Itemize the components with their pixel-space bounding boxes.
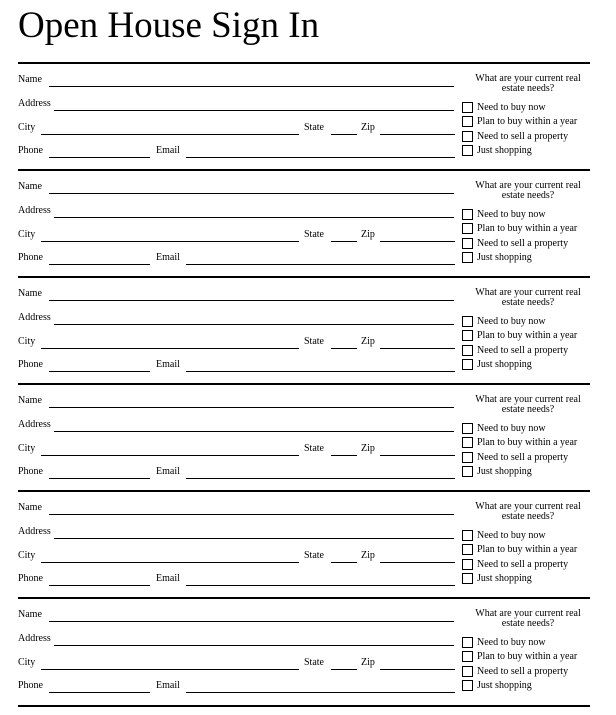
option-sell-property[interactable] bbox=[462, 130, 568, 143]
name-field[interactable] bbox=[49, 407, 454, 408]
zip-field[interactable] bbox=[380, 562, 455, 563]
option-label: Plan to buy within a year bbox=[477, 115, 578, 127]
name-label: Name bbox=[18, 502, 42, 513]
sign-in-entry-2 bbox=[18, 169, 590, 277]
option-label: Plan to buy within a year bbox=[477, 329, 578, 341]
email-field[interactable] bbox=[186, 585, 455, 586]
address-field[interactable] bbox=[54, 110, 454, 111]
option-label: Plan to buy within a year bbox=[477, 222, 578, 234]
address-label: Address bbox=[18, 419, 51, 430]
address-label: Address bbox=[18, 205, 51, 216]
checkbox[interactable] bbox=[462, 544, 473, 555]
option-buy-now[interactable] bbox=[462, 422, 546, 435]
option-just-shopping[interactable] bbox=[462, 144, 532, 157]
phone-field[interactable] bbox=[49, 478, 150, 479]
city-label: City bbox=[18, 657, 36, 668]
zip-label: Zip bbox=[361, 657, 375, 668]
checkbox[interactable] bbox=[462, 452, 473, 463]
name-label: Name bbox=[18, 181, 42, 192]
needs-question: What are your current real estate needs? bbox=[475, 73, 581, 94]
email-label: Email bbox=[156, 252, 180, 263]
option-buy-within-year[interactable] bbox=[462, 650, 577, 663]
option-label: Just shopping bbox=[477, 358, 532, 370]
option-label: Need to sell a property bbox=[477, 558, 569, 570]
phone-label: Phone bbox=[18, 359, 43, 370]
email-label: Email bbox=[156, 466, 180, 477]
option-label: Plan to buy within a year bbox=[477, 436, 578, 448]
sign-in-entry-3 bbox=[18, 276, 590, 384]
email-field[interactable] bbox=[186, 157, 455, 158]
option-just-shopping[interactable] bbox=[462, 251, 532, 264]
checkbox[interactable] bbox=[462, 573, 473, 584]
phone-field[interactable] bbox=[49, 264, 150, 265]
option-label: Need to sell a property bbox=[477, 451, 569, 463]
sign-in-entry-5 bbox=[18, 490, 590, 598]
option-sell-property[interactable] bbox=[462, 237, 568, 250]
checkbox[interactable] bbox=[462, 209, 473, 220]
email-field[interactable] bbox=[186, 478, 455, 479]
state-field[interactable] bbox=[331, 669, 357, 670]
option-sell-property[interactable] bbox=[462, 665, 568, 678]
needs-question: What are your current real estate needs? bbox=[475, 394, 581, 415]
checkbox[interactable] bbox=[462, 131, 473, 142]
address-label: Address bbox=[18, 526, 51, 537]
phone-field[interactable] bbox=[49, 692, 150, 693]
option-just-shopping[interactable] bbox=[462, 572, 532, 585]
option-buy-within-year[interactable] bbox=[462, 543, 577, 556]
address-field[interactable] bbox=[54, 324, 454, 325]
option-label: Need to sell a property bbox=[477, 344, 569, 356]
checkbox[interactable] bbox=[462, 330, 473, 341]
address-label: Address bbox=[18, 633, 51, 644]
option-buy-now[interactable] bbox=[462, 315, 546, 328]
option-label: Need to buy now bbox=[477, 636, 546, 648]
zip-label: Zip bbox=[361, 550, 375, 561]
checkbox[interactable] bbox=[462, 102, 473, 113]
phone-label: Phone bbox=[18, 573, 43, 584]
address-label: Address bbox=[18, 312, 51, 323]
option-buy-within-year[interactable] bbox=[462, 115, 577, 128]
city-field[interactable] bbox=[41, 348, 299, 349]
state-field[interactable] bbox=[331, 562, 357, 563]
zip-field[interactable] bbox=[380, 348, 455, 349]
address-field[interactable] bbox=[54, 538, 454, 539]
phone-field[interactable] bbox=[49, 585, 150, 586]
sign-in-entry-6 bbox=[18, 597, 590, 707]
state-field[interactable] bbox=[331, 348, 357, 349]
checkbox[interactable] bbox=[462, 680, 473, 691]
option-buy-within-year[interactable] bbox=[462, 436, 577, 449]
option-label: Need to sell a property bbox=[477, 665, 569, 677]
option-just-shopping[interactable] bbox=[462, 679, 532, 692]
phone-label: Phone bbox=[18, 145, 43, 156]
state-field[interactable] bbox=[331, 455, 357, 456]
checkbox[interactable] bbox=[462, 238, 473, 249]
zip-label: Zip bbox=[361, 443, 375, 454]
checkbox[interactable] bbox=[462, 651, 473, 662]
option-label: Just shopping bbox=[477, 679, 532, 691]
option-label: Need to buy now bbox=[477, 315, 546, 327]
option-label: Need to buy now bbox=[477, 529, 546, 541]
state-label: State bbox=[304, 336, 324, 347]
email-label: Email bbox=[156, 145, 180, 156]
name-label: Name bbox=[18, 609, 42, 620]
city-label: City bbox=[18, 229, 36, 240]
option-buy-now[interactable] bbox=[462, 208, 546, 221]
checkbox[interactable] bbox=[462, 437, 473, 448]
needs-question: What are your current real estate needs? bbox=[475, 608, 581, 629]
city-field[interactable] bbox=[41, 455, 299, 456]
state-label: State bbox=[304, 550, 324, 561]
checkbox[interactable] bbox=[462, 466, 473, 477]
option-label: Need to buy now bbox=[477, 422, 546, 434]
phone-label: Phone bbox=[18, 466, 43, 477]
checkbox[interactable] bbox=[462, 530, 473, 541]
option-just-shopping[interactable] bbox=[462, 465, 532, 478]
email-label: Email bbox=[156, 680, 180, 691]
city-label: City bbox=[18, 336, 36, 347]
option-just-shopping[interactable] bbox=[462, 358, 532, 371]
state-label: State bbox=[304, 657, 324, 668]
option-buy-within-year[interactable] bbox=[462, 329, 577, 342]
state-field[interactable] bbox=[331, 241, 357, 242]
option-label: Just shopping bbox=[477, 251, 532, 263]
checkbox[interactable] bbox=[462, 316, 473, 327]
checkbox[interactable] bbox=[462, 223, 473, 234]
sign-in-entry-4 bbox=[18, 383, 590, 491]
email-field[interactable] bbox=[186, 371, 455, 372]
email-label: Email bbox=[156, 573, 180, 584]
option-sell-property[interactable] bbox=[462, 451, 568, 464]
option-buy-within-year[interactable] bbox=[462, 222, 577, 235]
name-field[interactable] bbox=[49, 300, 454, 301]
phone-field[interactable] bbox=[49, 371, 150, 372]
name-label: Name bbox=[18, 288, 42, 299]
option-label: Plan to buy within a year bbox=[477, 650, 578, 662]
option-label: Just shopping bbox=[477, 465, 532, 477]
checkbox[interactable] bbox=[462, 359, 473, 370]
city-label: City bbox=[18, 122, 36, 133]
city-field[interactable] bbox=[41, 241, 299, 242]
needs-question: What are your current real estate needs? bbox=[475, 287, 581, 308]
name-field[interactable] bbox=[49, 86, 454, 87]
needs-question: What are your current real estate needs? bbox=[475, 501, 581, 522]
zip-label: Zip bbox=[361, 122, 375, 133]
email-label: Email bbox=[156, 359, 180, 370]
zip-label: Zip bbox=[361, 229, 375, 240]
state-field[interactable] bbox=[331, 134, 357, 135]
city-label: City bbox=[18, 443, 36, 454]
city-field[interactable] bbox=[41, 669, 299, 670]
option-sell-property[interactable] bbox=[462, 558, 568, 571]
needs-question: What are your current real estate needs? bbox=[475, 180, 581, 201]
phone-field[interactable] bbox=[49, 157, 150, 158]
option-label: Need to sell a property bbox=[477, 237, 569, 249]
name-label: Name bbox=[18, 395, 42, 406]
option-buy-now[interactable] bbox=[462, 529, 546, 542]
option-label: Just shopping bbox=[477, 144, 532, 156]
zip-field[interactable] bbox=[380, 455, 455, 456]
option-label: Just shopping bbox=[477, 572, 532, 584]
email-field[interactable] bbox=[186, 264, 455, 265]
state-label: State bbox=[304, 229, 324, 240]
state-label: State bbox=[304, 443, 324, 454]
phone-label: Phone bbox=[18, 252, 43, 263]
checkbox[interactable] bbox=[462, 252, 473, 263]
checkbox[interactable] bbox=[462, 116, 473, 127]
checkbox[interactable] bbox=[462, 666, 473, 677]
city-field[interactable] bbox=[41, 134, 299, 135]
city-field[interactable] bbox=[41, 562, 299, 563]
email-field[interactable] bbox=[186, 692, 455, 693]
zip-field[interactable] bbox=[380, 669, 455, 670]
checkbox[interactable] bbox=[462, 423, 473, 434]
option-sell-property[interactable] bbox=[462, 344, 568, 357]
zip-label: Zip bbox=[361, 336, 375, 347]
phone-label: Phone bbox=[18, 680, 43, 691]
zip-field[interactable] bbox=[380, 134, 455, 135]
page-title: Open House Sign In bbox=[18, 5, 320, 46]
sign-in-entry-1 bbox=[18, 62, 590, 170]
option-label: Need to sell a property bbox=[477, 130, 569, 142]
checkbox[interactable] bbox=[462, 559, 473, 570]
checkbox[interactable] bbox=[462, 345, 473, 356]
address-label: Address bbox=[18, 98, 51, 109]
name-label: Name bbox=[18, 74, 42, 85]
state-label: State bbox=[304, 122, 324, 133]
address-field[interactable] bbox=[54, 431, 454, 432]
option-buy-now[interactable] bbox=[462, 636, 546, 649]
name-field[interactable] bbox=[49, 193, 454, 194]
address-field[interactable] bbox=[54, 217, 454, 218]
checkbox[interactable] bbox=[462, 145, 473, 156]
zip-field[interactable] bbox=[380, 241, 455, 242]
name-field[interactable] bbox=[49, 621, 454, 622]
checkbox[interactable] bbox=[462, 637, 473, 648]
option-buy-now[interactable] bbox=[462, 101, 546, 114]
address-field[interactable] bbox=[54, 645, 454, 646]
option-label: Need to buy now bbox=[477, 101, 546, 113]
option-label: Plan to buy within a year bbox=[477, 543, 578, 555]
name-field[interactable] bbox=[49, 514, 454, 515]
option-label: Need to buy now bbox=[477, 208, 546, 220]
city-label: City bbox=[18, 550, 36, 561]
